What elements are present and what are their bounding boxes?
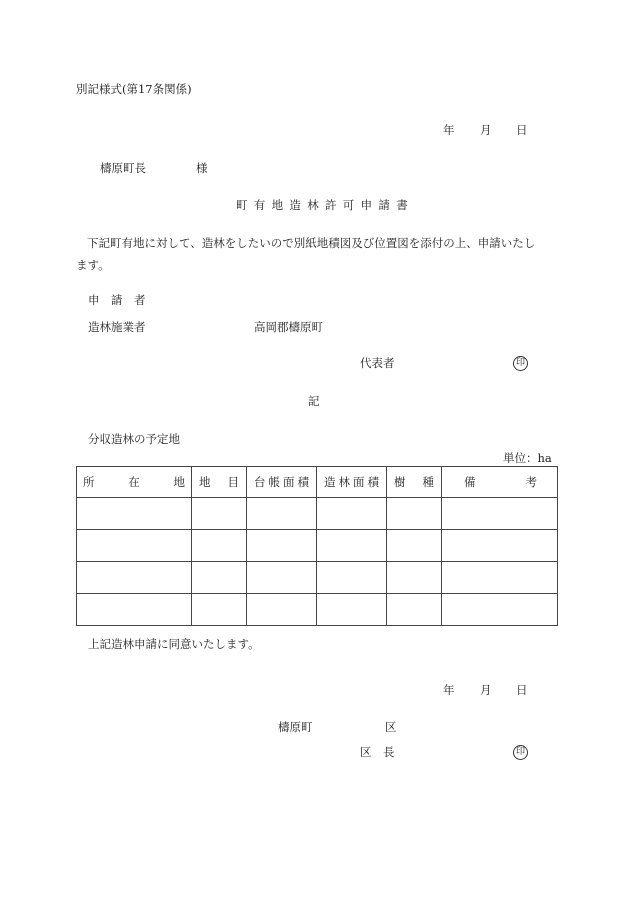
table-cell bbox=[317, 530, 387, 562]
applicant-role: 造林施業者 bbox=[88, 320, 146, 334]
page-title: 町有地造林許可申請書 bbox=[236, 198, 414, 212]
table-cell bbox=[77, 562, 192, 594]
table-row bbox=[77, 530, 558, 562]
table-cell bbox=[247, 562, 317, 594]
table-cell bbox=[442, 594, 558, 626]
table-cell bbox=[442, 530, 558, 562]
date-day: 日 bbox=[516, 123, 528, 137]
table-cell bbox=[247, 594, 317, 626]
table-cell bbox=[317, 562, 387, 594]
seal-mark-representative: 印 bbox=[513, 356, 528, 371]
table-cell bbox=[77, 594, 192, 626]
table-cell bbox=[387, 498, 442, 530]
ward-head-label: 区 長 bbox=[360, 745, 395, 759]
table-cell bbox=[387, 562, 442, 594]
date2-year: 年 bbox=[443, 683, 455, 697]
table-cell bbox=[192, 562, 247, 594]
table-cell bbox=[247, 498, 317, 530]
date2-day: 日 bbox=[516, 683, 528, 697]
table-cell bbox=[387, 530, 442, 562]
body-text-line2: ます。 bbox=[76, 258, 110, 272]
seal-mark-ward-head: 印 bbox=[513, 745, 528, 760]
table-header-row bbox=[77, 467, 558, 498]
addressee-suffix: 様 bbox=[196, 161, 208, 175]
header-tree-species: 樹 種 bbox=[387, 467, 442, 498]
ki-heading: 記 bbox=[308, 394, 320, 408]
consent-text: 上記造林申請に同意いたします。 bbox=[88, 637, 260, 651]
table-cell bbox=[77, 530, 192, 562]
table-cell bbox=[317, 594, 387, 626]
applicant-address: 高岡郡檮原町 bbox=[254, 320, 323, 334]
section-title: 分収造林の予定地 bbox=[88, 432, 180, 446]
table-cell bbox=[442, 498, 558, 530]
header-remarks: 備 考 bbox=[442, 467, 558, 498]
table-row bbox=[77, 498, 558, 530]
table-row bbox=[77, 562, 558, 594]
table-cell bbox=[192, 498, 247, 530]
planting-site-table bbox=[76, 466, 558, 626]
header-planting-area: 造 林 面 積 bbox=[317, 467, 387, 498]
unit-label: 単位：ha bbox=[503, 451, 552, 465]
date-month: 月 bbox=[480, 123, 492, 137]
representative-label: 代表者 bbox=[360, 356, 395, 370]
body-text-line1: 下記町有地に対して、造林をしたいので別紙地積図及び位置図を添付の上、申請いたし bbox=[87, 236, 536, 250]
form-reference: 別記様式(第17条関係) bbox=[76, 82, 192, 96]
table-cell bbox=[317, 498, 387, 530]
header-ledger-area: 台 帳 面 積 bbox=[247, 467, 317, 498]
table-cell bbox=[192, 594, 247, 626]
date2-month: 月 bbox=[480, 683, 492, 697]
header-location: 所 在 地 bbox=[77, 467, 192, 498]
table-cell bbox=[77, 498, 192, 530]
date-year: 年 bbox=[443, 123, 455, 137]
header-land-category: 地 目 bbox=[192, 467, 247, 498]
table-cell bbox=[247, 530, 317, 562]
table-cell bbox=[387, 594, 442, 626]
addressee-name: 檮原町長 bbox=[100, 161, 146, 175]
table-cell bbox=[442, 562, 558, 594]
applicant-heading: 申 請 者 bbox=[88, 293, 146, 307]
table-cell bbox=[192, 530, 247, 562]
district-ku: 区 bbox=[385, 720, 397, 734]
district-town: 檮原町 bbox=[278, 720, 313, 734]
table-row bbox=[77, 594, 558, 626]
